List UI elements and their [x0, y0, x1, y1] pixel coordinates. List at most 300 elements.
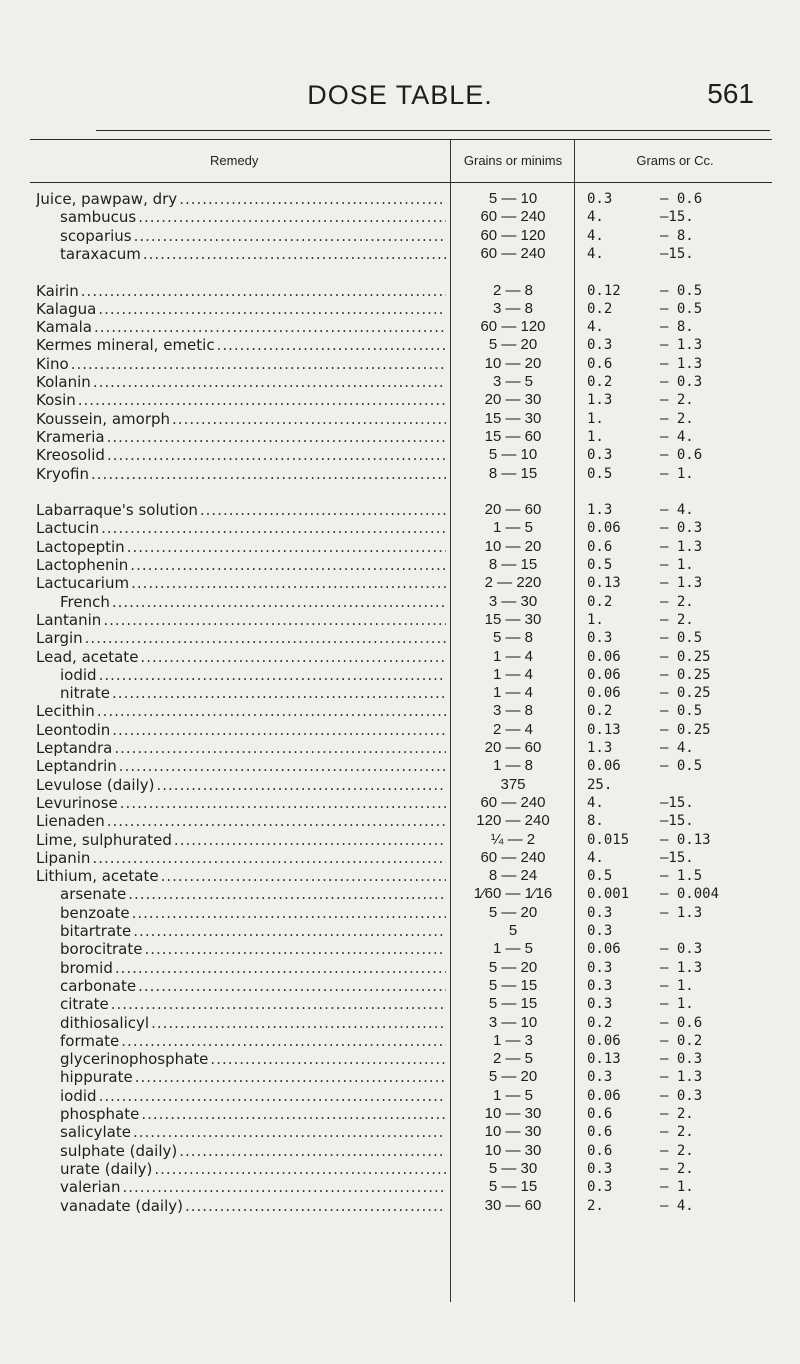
column-header-grams: Grams or Cc.: [636, 153, 714, 168]
grams-max-value: — 0.004: [660, 886, 720, 903]
grains-value: 15 — 60: [484, 427, 542, 445]
grams-max-value: —15.: [660, 245, 694, 262]
leader-dots: [107, 428, 446, 446]
grams-min-value: 8.: [587, 813, 604, 830]
grams-max-value: — 1.: [660, 465, 694, 482]
remedy-name: [36, 300, 446, 318]
grams-max-value: — 1.: [660, 1179, 694, 1196]
grains-value: 2 — 5: [492, 1050, 534, 1068]
remedy-label: dithiosalicyl: [60, 1013, 150, 1032]
leader-dots: [144, 940, 446, 958]
leader-dots: [128, 885, 446, 903]
grams-max-value: —15.: [660, 209, 694, 226]
remedy-label: Lienaden: [36, 812, 105, 831]
grams-max-value: — 0.3: [660, 941, 703, 958]
grains-value: ¼ — 2: [490, 830, 536, 848]
grains-value: 375: [500, 775, 526, 793]
leader-dots: [172, 410, 446, 428]
remedy-label: carbonate: [60, 976, 137, 995]
grains-value: 5 — 20: [488, 958, 538, 976]
table-row: [0, 574, 800, 592]
grams-min-value: 4.: [587, 209, 604, 226]
grains-value: 1 — 8: [492, 757, 534, 775]
table-row: [0, 1123, 800, 1141]
grams-min-value: 0.3: [587, 996, 613, 1013]
grains-value: 1 — 4: [492, 684, 534, 702]
leader-dots: [151, 1014, 446, 1032]
grams-max-value: — 1.3: [660, 1069, 703, 1086]
table-row: [0, 812, 800, 830]
leader-dots: [138, 977, 446, 995]
grams-max-value: — 2.: [660, 1142, 694, 1159]
grams-min-value: 0.015: [587, 831, 630, 848]
leader-dots: [141, 1105, 446, 1123]
table-row: [0, 410, 800, 428]
grams-max-value: — 8.: [660, 227, 694, 244]
table-row: [0, 282, 800, 300]
table-row: [0, 849, 800, 867]
remedy-label: Levurinose: [36, 793, 118, 812]
grams-max-value: — 1.: [660, 557, 694, 573]
table-row: [0, 373, 800, 391]
grams-min-value: 0.06: [587, 1032, 621, 1049]
remedy-name: [36, 336, 446, 354]
grains-value: 5 — 20: [488, 1068, 538, 1086]
grams-min-value: 0.3: [587, 923, 613, 939]
leader-dots: [94, 318, 446, 336]
leader-dots: [91, 465, 446, 483]
remedy-name: [60, 904, 446, 922]
grams-max-value: — 8.: [660, 319, 694, 336]
grams-min-value: 0.6: [587, 1106, 613, 1122]
grains-value: 60 — 240: [480, 848, 546, 866]
grams-max-value: — 2.: [660, 1106, 694, 1122]
leader-dots: [92, 849, 446, 867]
remedy-label: Kairin: [36, 281, 79, 300]
remedy-name: [60, 995, 446, 1013]
remedy-name: [36, 465, 446, 483]
table-row: [0, 1178, 800, 1196]
table-row: [0, 1014, 800, 1032]
remedy-label: vanadate (daily): [60, 1196, 183, 1215]
grams-max-value: — 0.5: [660, 282, 703, 299]
grams-min-value: 0.3: [587, 1160, 613, 1177]
remedy-label: French: [60, 592, 110, 611]
remedy-label: Largin: [36, 629, 83, 648]
grains-value: 10 — 30: [484, 1141, 542, 1159]
remedy-label: Lactopeptin: [36, 537, 125, 556]
table-row: [0, 739, 800, 757]
remedy-label: Kryofin: [36, 464, 90, 483]
table-row: [0, 538, 800, 556]
grams-max-value: — 0.13: [660, 831, 711, 848]
remedy-label: Lactucin: [36, 519, 100, 538]
grams-max-value: — 0.5: [660, 758, 703, 775]
page-number: 561: [707, 78, 754, 109]
remedy-name: [36, 648, 446, 666]
remedy-label: borocitrate: [60, 940, 143, 959]
grams-max-value: —15.: [660, 849, 694, 866]
grains-value: 5 — 15: [488, 976, 538, 994]
grams-min-value: 0.001: [587, 886, 630, 903]
grams-max-value: — 1.: [660, 977, 694, 994]
grams-max-value: — 0.5: [660, 703, 703, 720]
leader-dots: [120, 794, 446, 812]
grains-value: 60 — 120: [480, 318, 546, 336]
grams-max-value: — 4.: [660, 502, 694, 519]
leader-dots: [185, 1197, 446, 1215]
grains-value: 20 — 60: [484, 739, 542, 756]
leader-dots: [112, 684, 446, 702]
grams-max-value: — 2.: [660, 410, 694, 427]
table-row: [0, 684, 800, 702]
table-row: [0, 428, 800, 446]
remedy-label: iodid: [60, 1086, 97, 1105]
grams-max-value: — 0.6: [660, 447, 703, 464]
remedy-name: [60, 1197, 446, 1215]
grains-value: 10 — 30: [484, 1123, 542, 1141]
remedy-label: valerian: [60, 1178, 121, 1197]
leader-dots: [85, 629, 446, 647]
table-row: [0, 1105, 800, 1123]
column-header-remedy: Remedy: [210, 153, 259, 168]
remedy-label: Kreosolid: [36, 446, 105, 465]
leader-dots: [71, 355, 446, 373]
grams-min-value: 0.06: [587, 520, 621, 537]
remedy-name: [36, 391, 446, 409]
grams-max-value: — 0.6: [660, 191, 703, 207]
leader-dots: [210, 1050, 446, 1068]
grains-value: 1⁄60 — 1⁄16: [473, 885, 553, 903]
grains-value: 2 — 8: [492, 281, 534, 299]
grams-max-value: — 0.3: [660, 520, 703, 537]
grains-value: 10 — 30: [484, 1105, 542, 1122]
remedy-name: [36, 282, 446, 300]
page-title: DOSE TABLE.: [307, 80, 493, 110]
grams-max-value: — 1.3: [660, 355, 703, 372]
grains-value: 1 — 3: [492, 1031, 534, 1049]
remedy-name: [36, 629, 446, 647]
grams-min-value: 0.3: [587, 630, 613, 647]
remedy-label: Lantanin: [36, 610, 102, 629]
remedy-label: Leontodin: [36, 720, 111, 739]
grains-value: 1 — 5: [492, 1086, 534, 1104]
leader-dots: [135, 1068, 446, 1086]
grams-max-value: — 1.3: [660, 538, 703, 555]
remedy-name: [60, 593, 446, 611]
remedy-name: [60, 1087, 446, 1105]
grains-value: 120 — 240: [476, 812, 550, 830]
table-row: [0, 227, 800, 245]
grams-max-value: — 2.: [660, 593, 694, 610]
grams-min-value: 25.: [587, 776, 613, 793]
grams-min-value: 1.: [587, 410, 604, 427]
grams-max-value: — 0.3: [660, 1087, 703, 1104]
table-row: [0, 1142, 800, 1160]
remedy-name: [36, 757, 446, 775]
remedy-label: Kosin: [36, 391, 76, 410]
grains-value: 30 — 60: [484, 1196, 542, 1214]
grams-max-value: — 1.3: [660, 575, 703, 592]
remedy-label: Kolanin: [36, 373, 91, 391]
table-row: [0, 721, 800, 739]
table-row: [0, 611, 800, 629]
grams-min-value: 0.2: [587, 593, 613, 610]
grams-min-value: 1.3: [587, 502, 613, 519]
remedy-name: [60, 959, 446, 977]
remedy-name: [60, 885, 446, 903]
table-row: [0, 995, 800, 1013]
remedy-label: Labarraque's solution: [36, 501, 198, 520]
grains-value: 15 — 30: [484, 409, 542, 427]
remedy-name: [36, 794, 446, 812]
leader-dots: [98, 300, 446, 318]
grams-max-value: — 0.3: [660, 1051, 703, 1068]
grams-min-value: 0.3: [587, 904, 613, 921]
remedy-name: [60, 245, 446, 263]
grams-min-value: 0.12: [587, 282, 621, 299]
remedy-label: hippurate: [60, 1068, 133, 1087]
grains-value: 10 — 20: [484, 537, 542, 555]
table-row: [0, 1032, 800, 1050]
table-row: [0, 465, 800, 483]
grams-min-value: 0.6: [587, 1124, 613, 1141]
grains-value: 60 — 240: [480, 793, 546, 811]
grams-max-value: —15.: [660, 813, 694, 830]
remedy-label: Lime, sulphurated: [36, 830, 172, 849]
grams-max-value: — 4.: [660, 428, 694, 445]
table-row: [0, 867, 800, 885]
grains-value: 2 — 220: [484, 574, 542, 592]
grains-value: 60 — 120: [480, 226, 546, 244]
grams-max-value: — 0.25: [660, 685, 711, 702]
grains-value: 5 — 30: [488, 1159, 538, 1177]
grains-value: 8 — 15: [488, 556, 538, 573]
grams-min-value: 4.: [587, 227, 604, 244]
grams-min-value: 0.13: [587, 575, 621, 592]
grams-min-value: 1.3: [587, 740, 613, 756]
leader-dots: [93, 373, 446, 391]
grams-max-value: — 1.3: [660, 337, 703, 354]
grams-min-value: 0.2: [587, 300, 613, 317]
remedy-label: formate: [60, 1031, 120, 1050]
table-row: [0, 922, 800, 940]
grains-value: 3 — 30: [488, 592, 538, 610]
grams-min-value: 4.: [587, 319, 604, 336]
table-row: [0, 300, 800, 318]
top-rule: [96, 130, 770, 131]
remedy-label: Krameria: [36, 427, 105, 446]
table-row: [0, 446, 800, 464]
leader-dots: [200, 501, 446, 519]
leader-dots: [157, 776, 447, 794]
leader-dots: [121, 1032, 446, 1050]
remedy-name: [36, 721, 446, 739]
remedy-label: Kermes mineral, emetic: [36, 336, 215, 355]
grains-value: 5 — 15: [488, 1178, 538, 1196]
leader-dots: [114, 739, 446, 757]
grams-max-value: — 0.25: [660, 666, 711, 683]
leader-dots: [140, 648, 446, 666]
grains-value: 1 — 4: [492, 647, 534, 665]
grains-value: 60 — 240: [480, 208, 546, 226]
grains-value: 60 — 240: [480, 244, 546, 262]
grams-max-value: — 0.6: [660, 1014, 703, 1031]
table-row: [0, 501, 800, 519]
remedy-name: [36, 867, 446, 885]
remedy-name: [36, 849, 446, 867]
table-row: [0, 757, 800, 775]
grains-value: 20 — 30: [484, 391, 542, 409]
remedy-name: [36, 538, 446, 556]
table-row: [0, 959, 800, 977]
remedy-label: citrate: [60, 995, 109, 1014]
leader-dots: [112, 593, 446, 611]
remedy-name: [60, 940, 446, 958]
grains-value: 1 — 5: [492, 519, 534, 537]
leader-dots: [103, 611, 446, 629]
grains-value: 5 — 10: [488, 190, 538, 207]
grams-min-value: 0.2: [587, 703, 613, 720]
remedy-name: [36, 373, 446, 391]
remedy-name: [60, 1178, 446, 1196]
table-row: [0, 593, 800, 611]
leader-dots: [131, 574, 446, 592]
remedy-label: sulphate (daily): [60, 1141, 178, 1160]
remedy-label: nitrate: [60, 684, 111, 703]
remedy-name: [60, 1105, 446, 1123]
remedy-label: Lactucarium: [36, 574, 130, 593]
leader-dots: [143, 245, 446, 263]
table-row: [0, 831, 800, 849]
leader-dots: [130, 556, 446, 574]
table-row: [0, 1068, 800, 1086]
grams-max-value: — 2.: [660, 1160, 694, 1177]
remedy-label: taraxacum: [60, 244, 141, 263]
grams-min-value: 0.5: [587, 465, 613, 482]
leader-dots: [154, 1160, 446, 1178]
grains-value: 3 — 8: [492, 702, 534, 720]
grams-max-value: — 0.2: [660, 1032, 703, 1049]
remedy-name: [60, 666, 446, 684]
grams-max-value: — 2.: [660, 392, 694, 409]
remedy-name: [36, 831, 446, 849]
remedy-name: [36, 776, 446, 794]
leader-dots: [111, 995, 446, 1013]
table-row: [0, 190, 800, 208]
leader-dots: [179, 190, 446, 208]
leader-dots: [138, 208, 446, 226]
grams-min-value: 0.13: [587, 721, 621, 738]
grams-max-value: — 4.: [660, 740, 694, 756]
leader-dots: [132, 904, 446, 922]
table-row: [0, 1050, 800, 1068]
table-row: [0, 776, 800, 794]
table-row: [0, 885, 800, 903]
remedy-label: Lecithin: [36, 702, 95, 721]
grams-min-value: 1.: [587, 428, 604, 445]
grams-max-value: — 4.: [660, 1197, 694, 1214]
table-top-rule: [30, 139, 772, 140]
remedy-label: sambucus: [60, 208, 137, 227]
remedy-label: Lead, acetate: [36, 647, 139, 666]
table-row: [0, 794, 800, 812]
table-row: [0, 977, 800, 995]
grams-min-value: 0.5: [587, 868, 613, 885]
leader-dots: [134, 227, 446, 245]
grams-min-value: 0.13: [587, 1051, 621, 1068]
grams-max-value: — 0.25: [660, 721, 711, 738]
grams-max-value: —15.: [660, 794, 694, 811]
grams-min-value: 0.3: [587, 1179, 613, 1196]
remedy-name: [36, 428, 446, 446]
remedy-label: Leptandra: [36, 739, 113, 757]
table-row: [0, 336, 800, 354]
grams-min-value: 0.6: [587, 538, 613, 555]
grams-min-value: 0.06: [587, 666, 621, 683]
table-row: [0, 666, 800, 684]
leader-dots: [99, 1087, 446, 1105]
grams-max-value: — 2.: [660, 1124, 694, 1141]
remedy-label: Kino: [36, 354, 69, 373]
leader-dots: [217, 336, 446, 354]
grams-min-value: 0.3: [587, 337, 613, 354]
remedy-name: [60, 922, 446, 940]
leader-dots: [133, 922, 446, 940]
table-row: [0, 208, 800, 226]
leader-dots: [112, 721, 446, 739]
grams-min-value: 4.: [587, 794, 604, 811]
table-row: [0, 355, 800, 373]
grams-min-value: 0.2: [587, 374, 613, 390]
grams-max-value: — 1.3: [660, 959, 703, 976]
remedy-name: [36, 702, 446, 720]
grains-value: 15 — 30: [484, 610, 542, 628]
remedy-name: [36, 611, 446, 629]
grains-value: 5 — 15: [488, 995, 538, 1013]
grams-max-value: — 0.3: [660, 374, 703, 390]
grams-min-value: 0.06: [587, 758, 621, 775]
remedy-label: Kamala: [36, 318, 92, 337]
remedy-label: scoparius: [60, 226, 132, 245]
table-row: [0, 318, 800, 336]
remedy-label: urate (daily): [60, 1159, 153, 1178]
grams-max-value: — 0.25: [660, 648, 711, 665]
leader-dots: [123, 1178, 447, 1196]
leader-dots: [81, 282, 446, 300]
grams-min-value: 0.3: [587, 959, 613, 976]
leader-dots: [101, 519, 446, 537]
remedy-label: Levulose (daily): [36, 775, 155, 794]
remedy-label: Lipanin: [36, 848, 91, 867]
leader-dots: [119, 757, 446, 775]
leader-dots: [161, 867, 446, 885]
remedy-name: [36, 739, 446, 757]
grams-min-value: 2.: [587, 1197, 604, 1214]
remedy-name: [60, 1050, 446, 1068]
leader-dots: [107, 812, 446, 830]
grams-min-value: 4.: [587, 245, 604, 262]
leader-dots: [115, 959, 446, 977]
table-row: [0, 904, 800, 922]
grams-min-value: 4.: [587, 849, 604, 866]
leader-dots: [78, 391, 446, 409]
remedy-name: [36, 318, 446, 336]
remedy-name: [36, 812, 446, 830]
grains-value: 8 — 15: [488, 464, 538, 482]
grains-value: 5 — 10: [488, 446, 538, 464]
grams-min-value: 0.06: [587, 1087, 621, 1104]
